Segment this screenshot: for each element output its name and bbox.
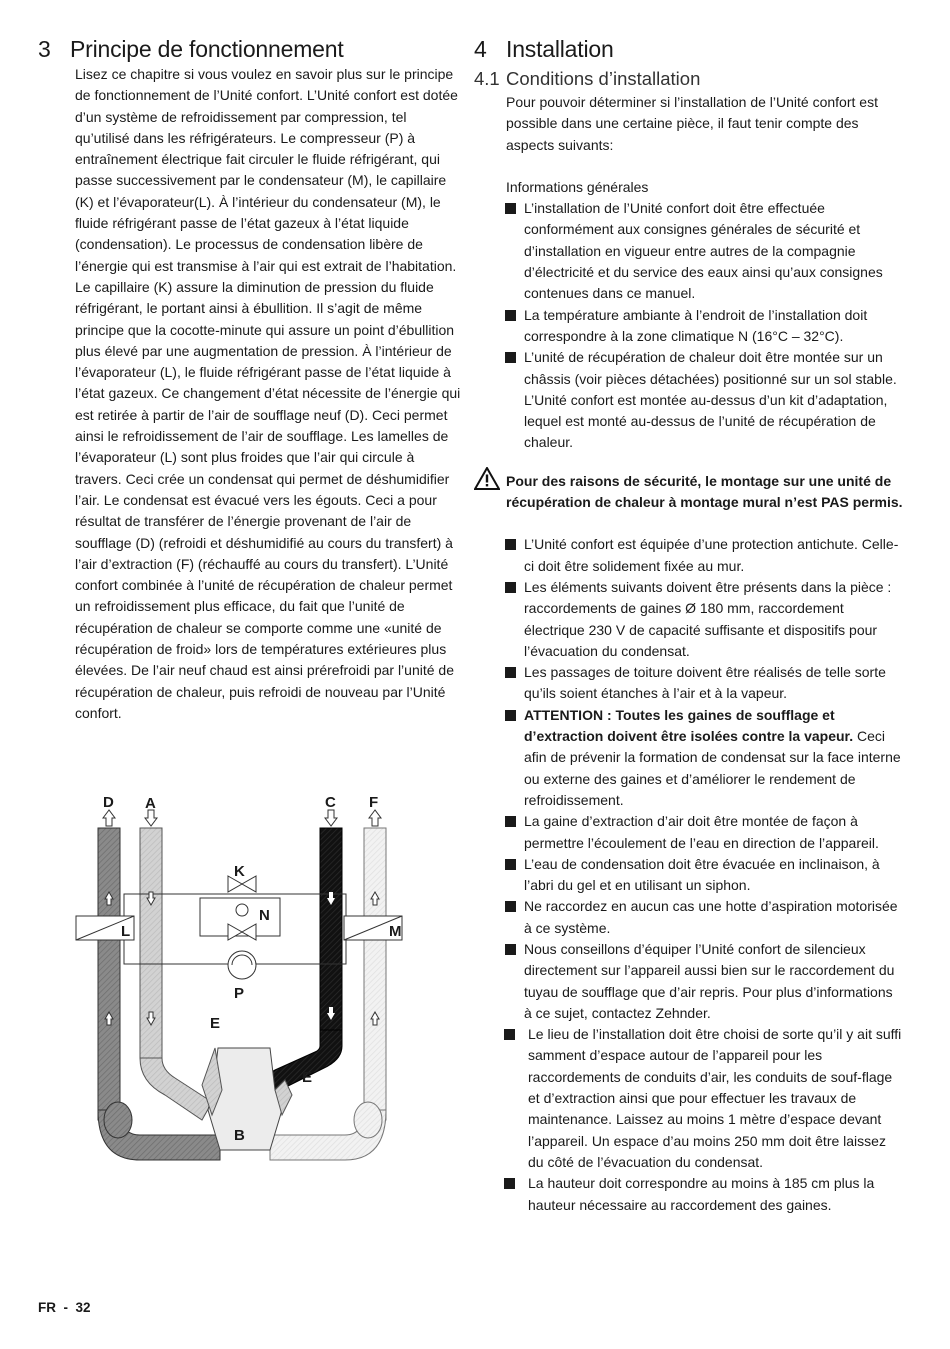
installation-location-list [474,1024,904,1216]
list-item: La hauteur doit correspondre au moins à 185 cm plus la hauteur nécessaire au raccordement des gaines. [474,1173,904,1216]
list-item: Les éléments suivants doivent être présents dans la pièce : raccordements de gaines Ø 180 mm, raccordement électrique 230 V de capacité suffisante et dispositifs pour l’évacuation du condensat. [474,577,904,662]
duct-a [140,828,212,1120]
list-item: La température ambiante à l’endroit de l’installation doit correspondre à la zone climatique N (16°C – 32°C). [474,305,904,348]
list-item: Le lieu de l’installation doit être choisi de sorte qu’il y ait suffi samment d’espace autour de l’appareil pour les raccordements de conduits d’air, les conduits de souf-flage et d’extraction ainsi que pour effectuer les travaux de maintenance. Laissez au moins 1 mètre d’espace devant l’appareil. Un espace d’au moins 250 mm doit être laissez du côté de l’évacuation du condensat. [474,1024,904,1173]
warning-icon [474,467,500,496]
label-a: A [145,795,156,812]
safety-warning [474,471,904,514]
list-item: Nous conseillons d’équiper l’Unité confort de silencieux directement sur l’appareil aussi bien sur le raccordement du tuyau de soufflage que d’air repris. Pour plus d’informations à ce sujet, contactez Zehnder. [474,939,904,1024]
right-column [474,34,904,1216]
section-3-heading [38,34,463,64]
label-c: C [325,794,336,811]
attention-bold: ATTENTION : Toutes les gaines de soufflage et d’extraction doivent être isolées contre la vapeur. [524,706,854,745]
list-item: Ne raccordez en aucun cas une hotte d’aspiration motorisée à ce système. [474,896,904,939]
label-f: F [369,794,379,811]
warning-text: Pour des raisons de sécurité, le montage sur une unité de récupération de chaleur à montage mural n’est PAS permis. [506,472,903,511]
label-b: B [234,1127,245,1144]
general-heading: Informations générales [506,178,649,195]
list-item: Les passages de toiture doivent être réalisés de telle sorte qu’ils soient étanches à l’air et à la vapeur. [474,662,904,705]
left-column [38,34,463,724]
label-n: N [259,907,270,924]
section-number: 4 [474,36,487,62]
page-footer: FR - 32 [38,1300,91,1315]
label-l: L [121,923,131,940]
general-bullet-list [474,198,904,454]
attention-text: Ceci afin de prévenir la formation de condensat sur la face interne ou externe des gaines et d’améliorer le rendement de refroidissement. [524,728,901,808]
section-title: Installation [506,36,614,62]
section-4-heading [474,34,904,64]
subsection-title: Conditions d’installation [506,68,701,89]
list-item [474,705,904,811]
label-m: M [389,923,402,940]
section-number: 3 [38,36,51,62]
label-e1: E [210,1015,221,1032]
principle-paragraph: Lisez ce chapitre si vous voulez en savoir plus sur le principe de fonctionnement de l’Unité confort. L’Unité confort est dotée d’un système de refroidissement par compression, tel qu’utilisé dans les réfrigérateurs. Le compresseur (P) à entraînement électrique fait circuler le fluide réfrigérant, qui passe successivement par le condensateur (M), le capillaire (K) et l’évaporateur(L). À l’intérieur du condensateur (M), le fluide réfrigérant passe de l’état gazeux à l’état liquide (condensation). Le processus de condensation libère de l’énergie qui est transmise à l’air qui est extrait de l’habitation. Le capillaire (K) assure la diminution de pression du fluide réfrigérant, le portant ainsi à ébullition. Il s’agit de même principe que la cocotte-minute qui assure un point d’ébullition plus élevé par une augmentation de pression. À l’intérieur de l’évaporateur (L), le fluide réfrigérant passe de l’état liquide à l’état gazeux. Ce changement d’état nécessite de l’énergie qui est retirée à partir de l’air de soufflage neuf (D). Ceci permet ainsi le refroidissement de l’air de soufflage. Les lamelles de l’évaporateur (L) sont plus froides que l’air qui circule à travers. Ceci crée un condensat qui permet de déshumidifier l’air. Le condensat est évacué vers les égouts. Ceci a pour résultat de transférer de l’énergie provenant de l’air de soufflage (D) (refroidi et déshumidifié au cours du transfert) à l’air d’extraction (F) (réchauffé au cours du transfert). L’Unité confort combinée à l’unité de récupération de chaleur permet un refroidissement plus efficace, du fait que l’unité de récupération de chaleur se comporte comme une «unité de récupération de froid» lors de températures extérieures plus élevées. De l’air neuf chaud est ainsi prérefroidi par l’unité de récupération de chaleur, puis refroidi de nouveau par l’Unité confort. [75,66,461,721]
requirements-list [474,534,904,1024]
list-item: L’installation de l’Unité confort doit être effectuée conformément aux consignes générales de sécurité et d’installation en vigueur entre autres de la compagnie d’électricité et du service des eaux ainsi qu’aux consignes contenues dans ce manuel. [474,198,904,304]
label-k: K [234,863,245,880]
list-item: L’Unité confort est équipée d’une protection antichute. Celle-ci doit être solidement fixée au mur. [474,534,904,577]
label-d: D [103,794,114,811]
subsection-heading [474,66,904,92]
airflow-diagram [70,790,420,1182]
list-item: La gaine d’extraction d’air doit être montée de façon à permettre l’écoulement de l’eau en direction de l’appareil. [474,811,904,854]
section-title: Principe de fonctionnement [70,36,344,62]
duct-c [268,828,342,1092]
subsection-number: 4.1 [474,68,500,89]
intro-paragraph: Pour pouvoir déterminer si l’installation de l’Unité confort est possible dans une certaine pièce, il faut tenir compte des aspects suivants: [506,94,878,153]
list-item: L’eau de condensation doit être évacuée en inclinaison, à l’abri du gel et en utilisant un siphon. [474,854,904,897]
list-item: L’unité de récupération de chaleur doit être montée sur un châssis (voir pièces détachées) positionné sur un sol stable. L’Unité confort est montée au-dessus d’un kit d’adaptation, lequel est monté au-dessus de l’unité de récupération de chaleur. [474,347,904,453]
label-p: P [234,985,245,1002]
label-e2: E [302,1069,313,1086]
